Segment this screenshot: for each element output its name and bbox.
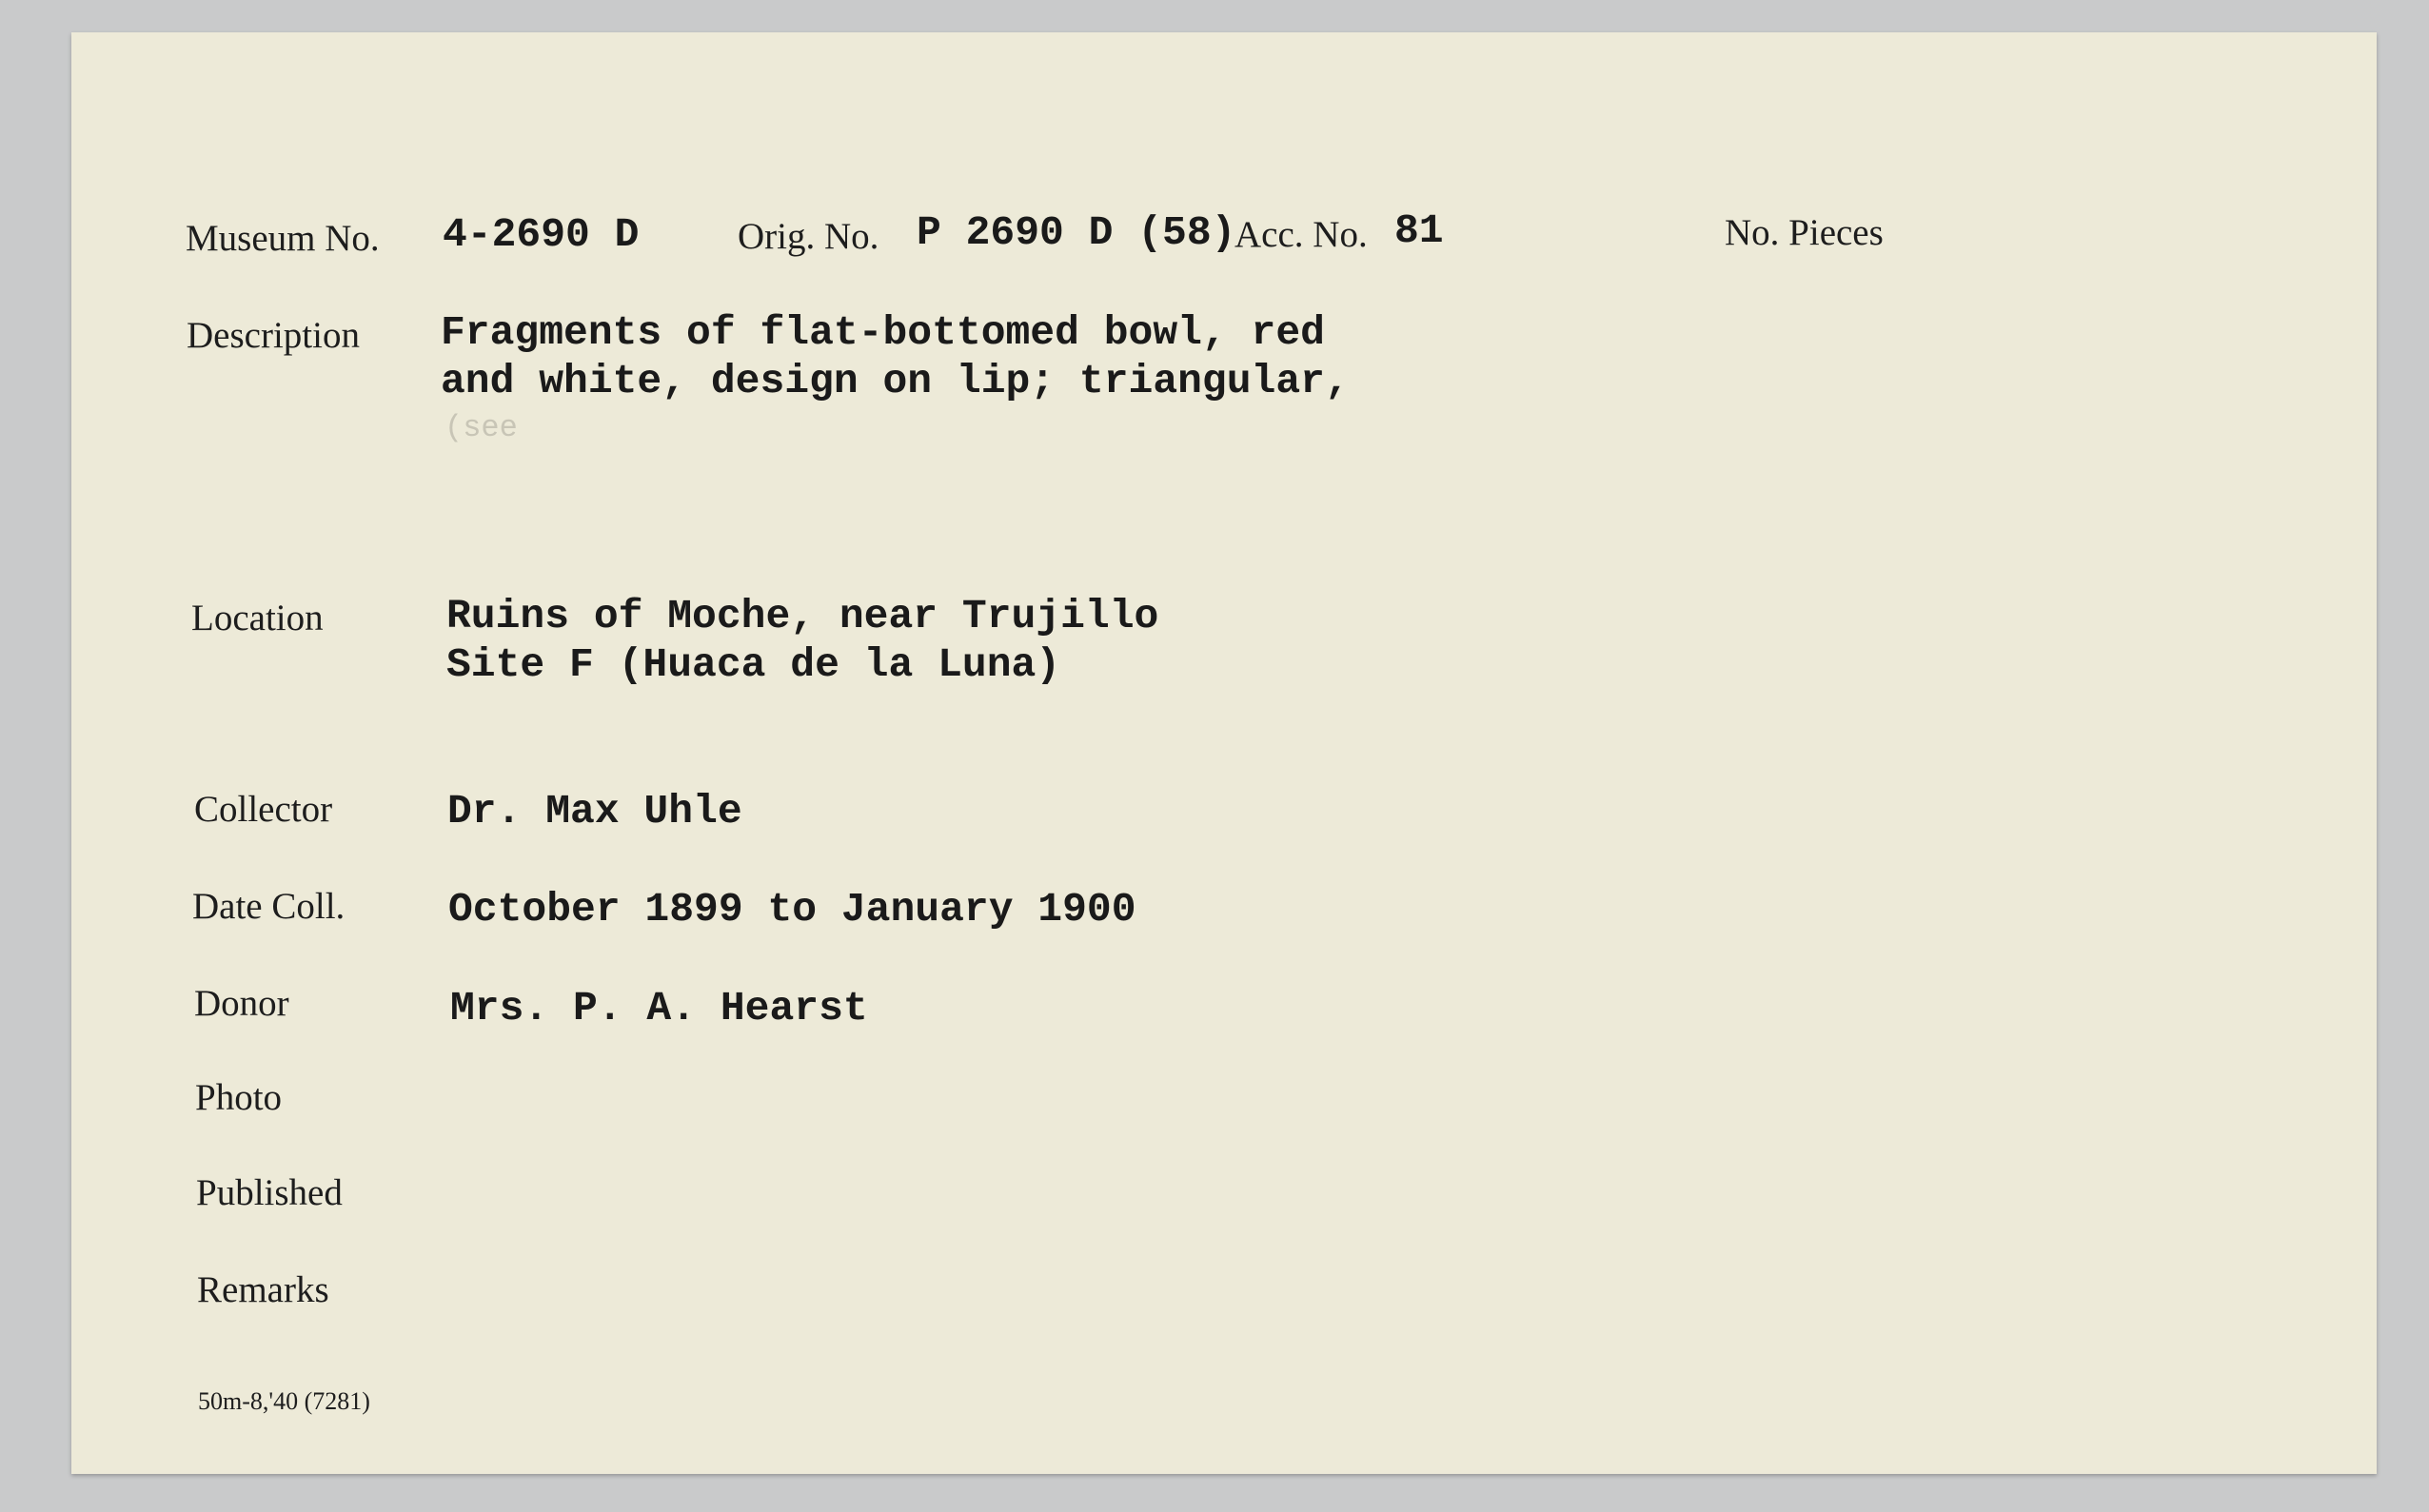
catalog-card xyxy=(71,32,2377,1474)
description-line-2: and white, design on lip; triangular, xyxy=(441,358,1350,404)
orig-no-label: Orig. No. xyxy=(738,216,879,257)
collector-value: Dr. Max Uhle xyxy=(447,788,742,835)
museum-no-label: Museum No. xyxy=(186,218,380,259)
photo-label: Photo xyxy=(195,1077,283,1118)
description-value xyxy=(441,308,1350,405)
location-value xyxy=(446,592,1158,689)
location-line-1: Ruins of Moche, near Trujillo xyxy=(446,593,1159,639)
acc-no-value: 81 xyxy=(1394,207,1444,254)
donor-value: Mrs. P. A. Hearst xyxy=(450,985,868,1031)
print-code: 50m-8,'40 (7281) xyxy=(198,1387,370,1415)
date-coll-label: Date Coll. xyxy=(192,886,346,927)
remarks-label: Remarks xyxy=(197,1269,329,1310)
description-line-1: Fragments of flat-bottomed bowl, red xyxy=(441,309,1325,356)
published-label: Published xyxy=(196,1172,343,1213)
description-label: Description xyxy=(187,315,360,356)
description-faint-mark: (see xyxy=(444,410,518,445)
location-line-2: Site F (Huaca de la Luna) xyxy=(446,641,1061,688)
no-pieces-label: No. Pieces xyxy=(1725,212,1884,253)
date-coll-value: October 1899 to January 1900 xyxy=(448,886,1136,933)
location-label: Location xyxy=(191,598,324,638)
collector-label: Collector xyxy=(194,789,333,830)
orig-no-value: P 2690 D (58) xyxy=(917,209,1236,256)
museum-no-value: 4-2690 D xyxy=(443,211,640,258)
donor-label: Donor xyxy=(194,983,289,1024)
acc-no-label: Acc. No. xyxy=(1234,214,1368,255)
